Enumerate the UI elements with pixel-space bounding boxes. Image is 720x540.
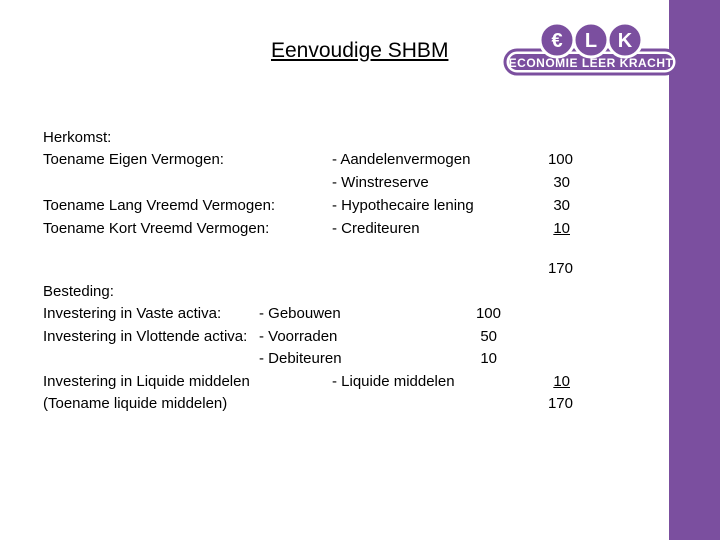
besteding-row-item: - Voorraden	[259, 328, 338, 345]
herkomst-row-label: Toename Lang Vreemd Vermogen:	[43, 197, 276, 214]
herkomst-heading: Herkomst:	[43, 129, 112, 146]
logo-letter-k: K	[617, 30, 633, 52]
herkomst-row-item: - Crediteuren	[332, 220, 420, 237]
besteding-row-value: 100	[475, 305, 501, 322]
herkomst-row-item: - Winstreserve	[332, 174, 429, 191]
herkomst-row-item: - Aandelenvermogen	[332, 151, 471, 168]
besteding-total: 170	[547, 395, 573, 412]
liquide-item: - Liquide middelen	[332, 373, 455, 390]
logo-text: ECONOMIE LEER KRACHT	[508, 56, 674, 70]
herkomst-row-value: 100	[547, 151, 573, 168]
herkomst-row-value: 10	[553, 220, 570, 237]
besteding-row-value: 50	[480, 328, 497, 345]
liquide-label: Investering in Liquide middelen	[43, 373, 250, 390]
besteding-heading: Besteding:	[43, 283, 114, 300]
right-sidebar-band	[669, 0, 720, 540]
besteding-row-label: Investering in Vlottende activa:	[43, 328, 248, 345]
herkomst-row-value: 30	[553, 174, 570, 191]
besteding-row-item: - Gebouwen	[259, 305, 341, 322]
liquide-value: 10	[553, 373, 570, 390]
logo-letter-euro: €	[551, 30, 563, 52]
herkomst-row-label: Toename Eigen Vermogen:	[43, 151, 224, 168]
page-title: Eenvoudige SHBM	[271, 39, 449, 62]
besteding-row-value: 10	[480, 350, 497, 367]
logo-letter-l: L	[584, 30, 598, 52]
herkomst-total: 170	[547, 260, 573, 277]
herkomst-row-item: - Hypothecaire lening	[332, 197, 474, 214]
herkomst-row-value: 30	[553, 197, 570, 214]
toename-label: (Toename liquide middelen)	[43, 395, 228, 412]
besteding-row-label: Investering in Vaste activa:	[43, 305, 222, 322]
herkomst-row-label: Toename Kort Vreemd Vermogen:	[43, 220, 270, 237]
economie-leer-kracht-logo	[500, 18, 682, 80]
besteding-row-item: - Debiteuren	[259, 350, 342, 367]
